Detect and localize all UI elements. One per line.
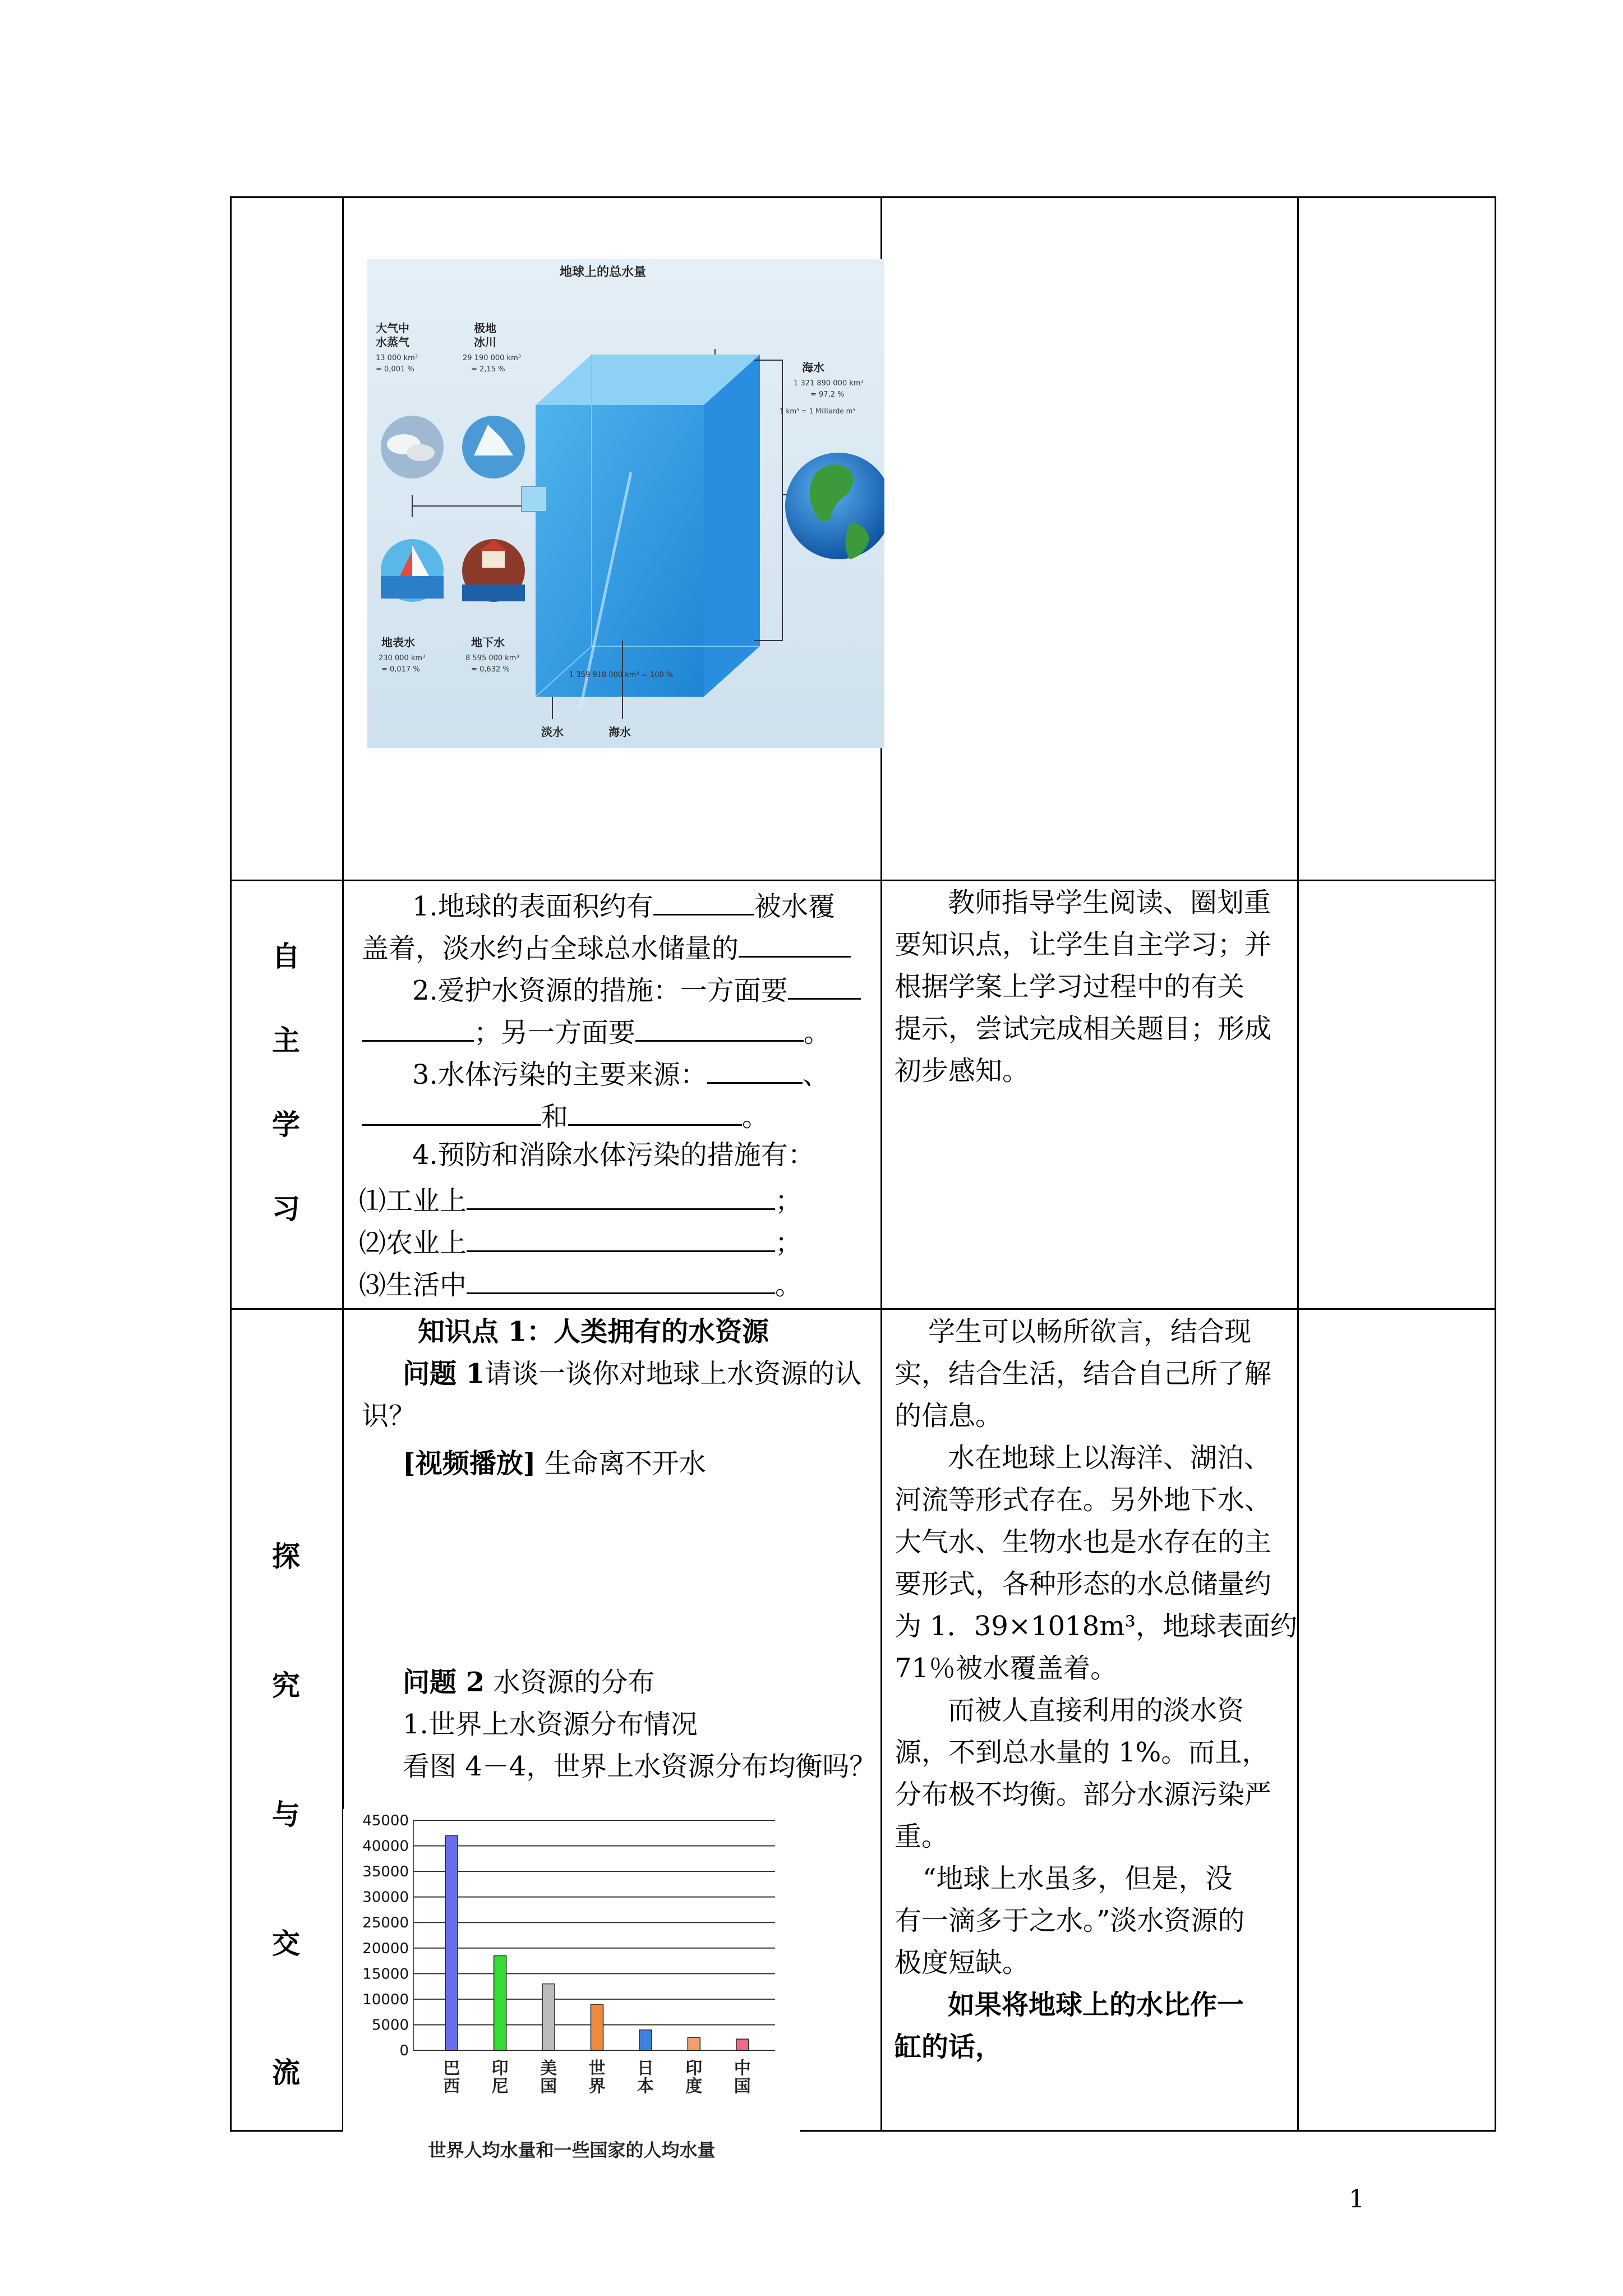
small-cube <box>522 486 547 512</box>
category-label-6-1: 国 <box>734 2077 751 2096</box>
question-4-title: 4.预防和消除水体污染的措施有： <box>412 1139 815 1171</box>
problem-2-heading: 问题 2 水资源的分布 <box>403 1667 655 1698</box>
explore-right-line-6: 大气水、生物水也是水存在的主 <box>895 1526 1272 1558</box>
y-tick-label: 35000 <box>362 1864 409 1881</box>
category-label-1-1: 尼 <box>491 2077 509 2096</box>
explore-right-bold-1: 如果将地球上的水比作一 <box>948 1989 1244 2021</box>
category-label-6-0: 中 <box>734 2059 751 2078</box>
explore-right-line-5: 河流等形式存在。另外地下水、 <box>895 1484 1272 1516</box>
surface-volume: 230 000 km³ <box>379 654 426 662</box>
y-tick-label: 30000 <box>362 1889 409 1906</box>
atmosphere-label-1: 大气中 <box>376 321 409 335</box>
table-border-left <box>230 196 232 2132</box>
y-tick-label: 10000 <box>362 1991 409 2008</box>
category-label-5-1: 度 <box>685 2077 703 2096</box>
category-label-4-0: 日 <box>637 2059 654 2078</box>
surface-percent: = 0,017 % <box>381 665 420 674</box>
blank-1-1[interactable] <box>653 889 754 915</box>
seawater-percent: = 97,2 % <box>810 390 845 399</box>
chart-title: 世界人均水量和一些国家的人均水量 <box>428 2139 716 2161</box>
teacher-note-line-5: 初步感知。 <box>895 1055 1030 1087</box>
polar-label-1: 极地 <box>474 321 496 335</box>
teacher-note-line-3: 根据学案上学习过程中的有关 <box>895 971 1245 1002</box>
y-tick-label: 40000 <box>362 1838 409 1855</box>
y-tick-label: 45000 <box>362 1812 409 1829</box>
bar-6 <box>736 2039 749 2050</box>
category-label-3-1: 界 <box>588 2077 606 2096</box>
video-play-line: [视频播放] 生命离不开水 <box>403 1448 706 1479</box>
total-volume: 1 359 918 000 km³ = 100 % <box>569 671 674 679</box>
question-1-line-1: 1.地球的表面积约有 被水覆 <box>412 889 835 920</box>
side-label-tan: 探 <box>272 1540 300 1573</box>
blank-2-1[interactable] <box>788 973 861 1000</box>
side-label-jiu: 究 <box>272 1669 300 1702</box>
ground-label: 地下水 <box>471 636 505 649</box>
page-number: 1 <box>1349 2185 1364 2214</box>
explore-right-line-10: 而被人直接利用的淡水资 <box>948 1695 1244 1726</box>
side-label-xue: 学 <box>272 1108 300 1141</box>
cube-front <box>536 405 704 697</box>
figure-title: 地球上的总水量 <box>559 265 647 279</box>
question-4-industry: ⑴工业上 ； <box>359 1184 802 1214</box>
question-3-line-1: 3.水体污染的主要来源： 、 <box>412 1057 829 1088</box>
explore-right-bold-2: 缸的话， <box>895 2031 1003 2063</box>
teacher-note-line-1: 教师指导学生阅读、圈划重 <box>948 887 1271 918</box>
question-1-line-2: 盖着，淡水约占全球总水储量的 <box>362 931 851 962</box>
explore-right-line-13: 重。 <box>895 1821 949 1852</box>
polar-label-2: 冰川 <box>474 335 496 349</box>
category-label-3-0: 世 <box>588 2059 606 2078</box>
blank-1-2[interactable] <box>739 931 851 958</box>
side-label-zhu: 主 <box>272 1024 300 1057</box>
atmosphere-label-2: 水蒸气 <box>376 335 409 349</box>
blank-4-2[interactable] <box>467 1226 775 1252</box>
bar-3 <box>591 2004 603 2050</box>
row-divider-2 <box>230 1308 1496 1310</box>
atmosphere-volume: 13 000 km³ <box>376 354 418 362</box>
table-border-top <box>230 196 1496 198</box>
y-tick-label: 15000 <box>362 1966 409 1983</box>
bar-0 <box>445 1835 458 2050</box>
question-2-line-1: 2.爱护水资源的措施：一方面要 <box>412 973 861 1004</box>
side-label-zi: 自 <box>272 940 300 973</box>
explore-right-line-1: 学生可以畅所欲言，结合现 <box>928 1316 1252 1347</box>
explore-right-line-4: 水在地球上以海洋、湖泊、 <box>948 1442 1271 1474</box>
polar-percent: = 2,15 % <box>471 365 505 374</box>
explore-right-line-11: 源，不到总水量的 1%。而且， <box>895 1737 1269 1768</box>
category-label-1-0: 印 <box>491 2059 509 2078</box>
problem-2-item-1: 1.世界上水资源分布情况 <box>403 1709 698 1740</box>
y-tick-label: 0 <box>399 2042 409 2059</box>
blank-3-1[interactable] <box>707 1057 803 1084</box>
bar-4 <box>639 2030 652 2050</box>
category-label-5-0: 印 <box>685 2059 703 2078</box>
category-label-4-1: 本 <box>637 2077 654 2096</box>
explore-right-line-3: 的信息。 <box>895 1400 1003 1432</box>
blank-2-3[interactable] <box>635 1015 804 1042</box>
polar-volume: 29 190 000 km³ <box>463 354 521 362</box>
explore-right-line-16: 极度短缺。 <box>895 1947 1030 1978</box>
explore-right-line-9: 71％被水覆盖着。 <box>895 1653 1118 1684</box>
question-3-line-2: 和 。 <box>362 1099 769 1130</box>
row-divider-1 <box>230 880 1496 881</box>
explore-right-line-7: 要形式，各种形态的水总储量约 <box>895 1568 1272 1600</box>
explore-right-line-14: “地球上水虽多，但是，没 <box>923 1863 1233 1894</box>
y-tick-label: 20000 <box>362 1940 409 1957</box>
explore-right-line-2: 实，结合生活，结合自己所了解 <box>895 1358 1272 1389</box>
ground-percent: = 0,632 % <box>471 665 510 674</box>
surface-label: 地表水 <box>381 636 415 649</box>
question-4-daily-life: ⑶生活中 。 <box>359 1268 802 1299</box>
water-per-capita-chart <box>343 1809 800 2146</box>
side-label-liu: 流 <box>272 2056 300 2089</box>
problem-2-item-2: 看图 4－4，世界上水资源分布均衡吗？ <box>403 1751 877 1782</box>
atmosphere-percent: = 0,001 % <box>376 365 414 374</box>
side-label-yu: 与 <box>272 1798 300 1831</box>
side-label-xi: 习 <box>272 1192 300 1225</box>
earth-water-figure <box>367 259 884 748</box>
blank-4-3[interactable] <box>467 1268 775 1294</box>
fresh-water-label: 淡水 <box>541 725 564 739</box>
table-divider-3 <box>1297 196 1299 2132</box>
explore-right-line-15: 有一滴多于之水。”淡水资源的 <box>895 1905 1245 1936</box>
ground-volume: 8 595 000 km³ <box>465 654 519 662</box>
category-label-0-0: 巴 <box>443 2059 460 2078</box>
bar-1 <box>494 1955 506 2050</box>
explore-right-line-8: 为 1．39×1018m³，地球表面约 <box>895 1611 1298 1642</box>
bar-2 <box>542 1984 555 2050</box>
blank-2-2[interactable] <box>362 1015 474 1042</box>
category-label-0-1: 西 <box>443 2077 460 2096</box>
seawater-label: 海水 <box>802 361 824 374</box>
question-2-line-2: ；另一方面要 。 <box>362 1015 831 1046</box>
bar-5 <box>688 2037 700 2050</box>
teacher-note-line-4: 提示，尝试完成相关题目；形成 <box>895 1013 1272 1045</box>
seawater-note: 1 km³ = 1 Milliarde m³ <box>780 407 856 415</box>
blank-4-1[interactable] <box>467 1184 775 1210</box>
table-border-right <box>1495 196 1496 2132</box>
sea-water-label: 海水 <box>608 725 631 739</box>
blank-3-2[interactable] <box>362 1099 541 1126</box>
category-label-2-1: 国 <box>540 2077 557 2096</box>
cube-side <box>704 355 760 697</box>
teacher-note-line-2: 要知识点，让学生自主学习；并 <box>895 929 1272 960</box>
explore-right-line-12: 分布极不均衡。部分水源污染严 <box>895 1779 1272 1810</box>
problem-1-line-2: 识？ <box>362 1400 416 1432</box>
y-tick-label: 25000 <box>362 1915 409 1932</box>
question-4-agriculture: ⑵农业上 ； <box>359 1226 802 1257</box>
knowledge-point-1-heading: 知识点 1：人类拥有的水资源 <box>418 1316 769 1347</box>
y-tick-label: 5000 <box>371 2017 409 2034</box>
category-label-2-0: 美 <box>540 2059 557 2078</box>
side-label-jiao: 交 <box>272 1927 300 1960</box>
problem-1-line-1: 问题 1请谈一谈你对地球上水资源的认 <box>403 1358 862 1389</box>
blank-3-3[interactable] <box>568 1099 742 1126</box>
seawater-volume: 1 321 890 000 km³ <box>794 379 864 388</box>
